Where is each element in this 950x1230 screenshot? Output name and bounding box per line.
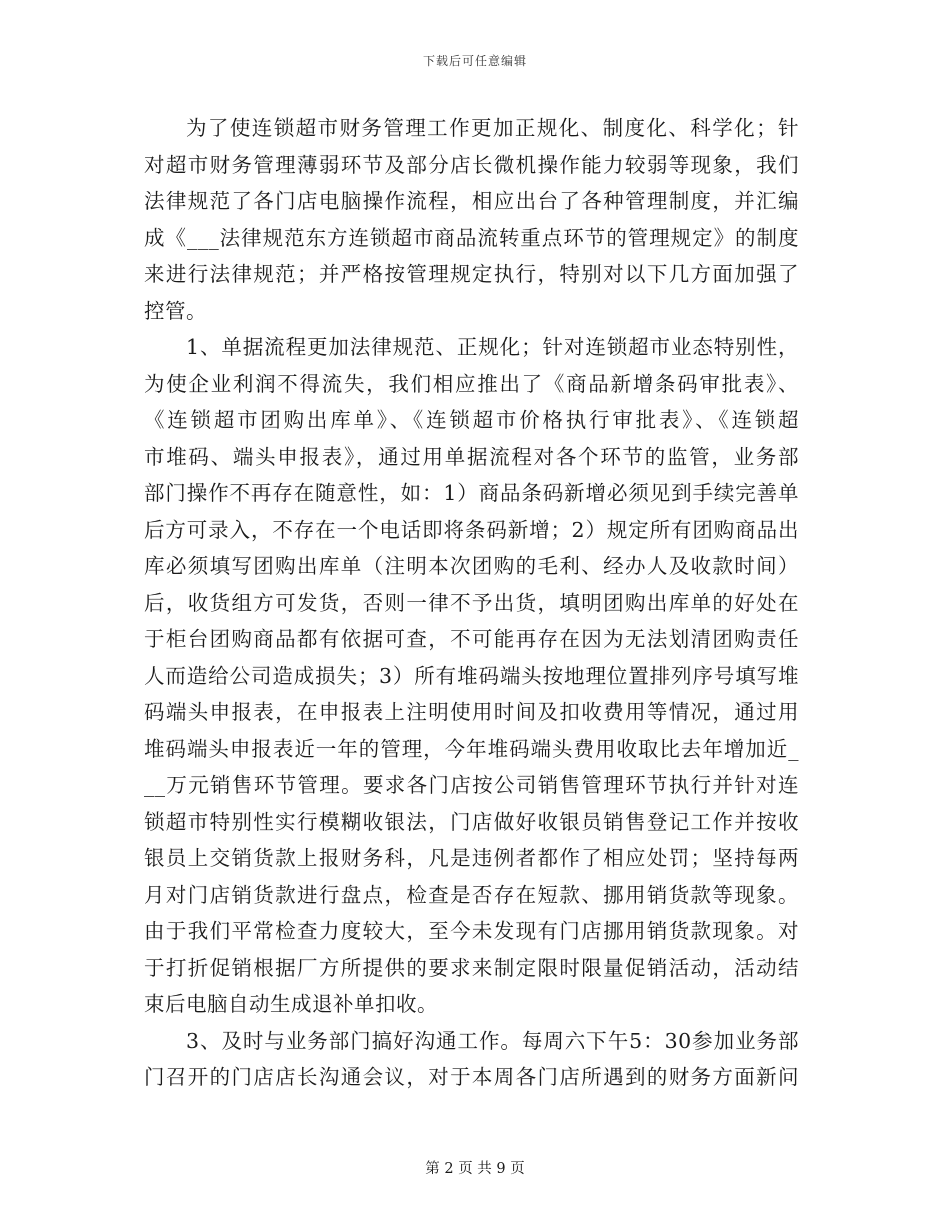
text-line: 人而造给公司造成损失；3）所有堆码端头按地理位置排列序号填写堆 — [144, 663, 799, 688]
text-line: 后，收货组方可发货，否则一律不予出货，填明团购出库单的好处在 — [144, 590, 799, 615]
text-line: 控管。 — [144, 298, 207, 323]
text-line: 成《___法律规范东方连锁超市商品流转重点环节的管理规定》的制度 — [144, 225, 799, 250]
text-line: 市堆码、端头申报表》，通过用单据流程对各个环节的监管，业务部 — [144, 444, 799, 469]
paragraph-item-3 — [144, 1023, 799, 1096]
text-line: 来进行法律规范；并严格按管理规定执行，特别对以下几方面加强了 — [144, 262, 799, 286]
text-line: 束后电脑自动生成退补单扣收。 — [144, 992, 438, 1016]
text-line: 为了使连锁超市财务管理工作更加正规化、制度化、科学化；针 — [186, 116, 799, 140]
text-line: 后方可录入，不存在一个电话即将条码新增；2）规定所有团购商品出 — [144, 517, 799, 542]
text-line: 码端头申报表，在申报表上注明使用时间及扣收费用等情况，通过用 — [144, 700, 799, 724]
text-line: 《连锁超市团购出库单》、《连锁超市价格执行审批表》、《连锁超 — [144, 408, 799, 432]
text-line: __万元销售环节管理。要求各门店按公司销售管理环节执行并针对连 — [144, 773, 799, 797]
text-line: 于打折促销根据厂方所提供的要求来制定限时限量促销活动，活动结 — [144, 955, 799, 980]
page-number: 第 2 页 共 9 页 — [425, 1161, 525, 1177]
page-header-note: 下载后可任意编辑 — [422, 54, 527, 68]
paragraph-intro — [144, 110, 799, 329]
document-body — [144, 110, 799, 1096]
text-line: 堆码端头申报表近一年的管理，今年堆码端头费用收取比去年增加近_ — [144, 736, 799, 761]
paragraph-item-1 — [144, 329, 799, 1023]
text-line: 法律规范了各门店电脑操作流程，相应出台了各种管理制度，并汇编 — [144, 189, 799, 213]
text-line: 为使企业利润不得流失，我们相应推出了《商品新增条码审批表》、 — [144, 371, 799, 396]
text-line: 门召开的门店店长沟通会议，对于本周各门店所遇到的财务方面新问 — [144, 1065, 799, 1089]
text-line: 3、及时与业务部门搞好沟通工作。每周六下午5：30参加业务部 — [186, 1028, 799, 1053]
text-line: 1、单据流程更加法律规范、正规化；针对连锁超市业态特别性， — [186, 335, 799, 359]
text-line: 于柜台团购商品都有依据可查，不可能再存在因为无法划清团购责任 — [144, 627, 799, 651]
text-line: 库必须填写团购出库单（注明本次团购的毛利、经办人及收款时间） — [144, 554, 799, 578]
text-line: 银员上交销货款上报财务科，凡是违例者都作了相应处罚；坚持每两 — [144, 846, 799, 870]
text-line: 对超市财务管理薄弱环节及部分店长微机操作能力较弱等现象，我们 — [144, 152, 799, 177]
text-line: 月对门店销货款进行盘点，检查是否存在短款、挪用销货款等现象。 — [144, 882, 799, 907]
text-line: 部门操作不再存在随意性，如：1）商品条码新增必须见到手续完善单 — [144, 481, 799, 505]
text-line: 由于我们平常检查力度较大，至今未发现有门店挪用销货款现象。对 — [144, 919, 799, 943]
text-line: 锁超市特别性实行模糊收银法，门店做好收银员销售登记工作并按收 — [144, 809, 799, 834]
